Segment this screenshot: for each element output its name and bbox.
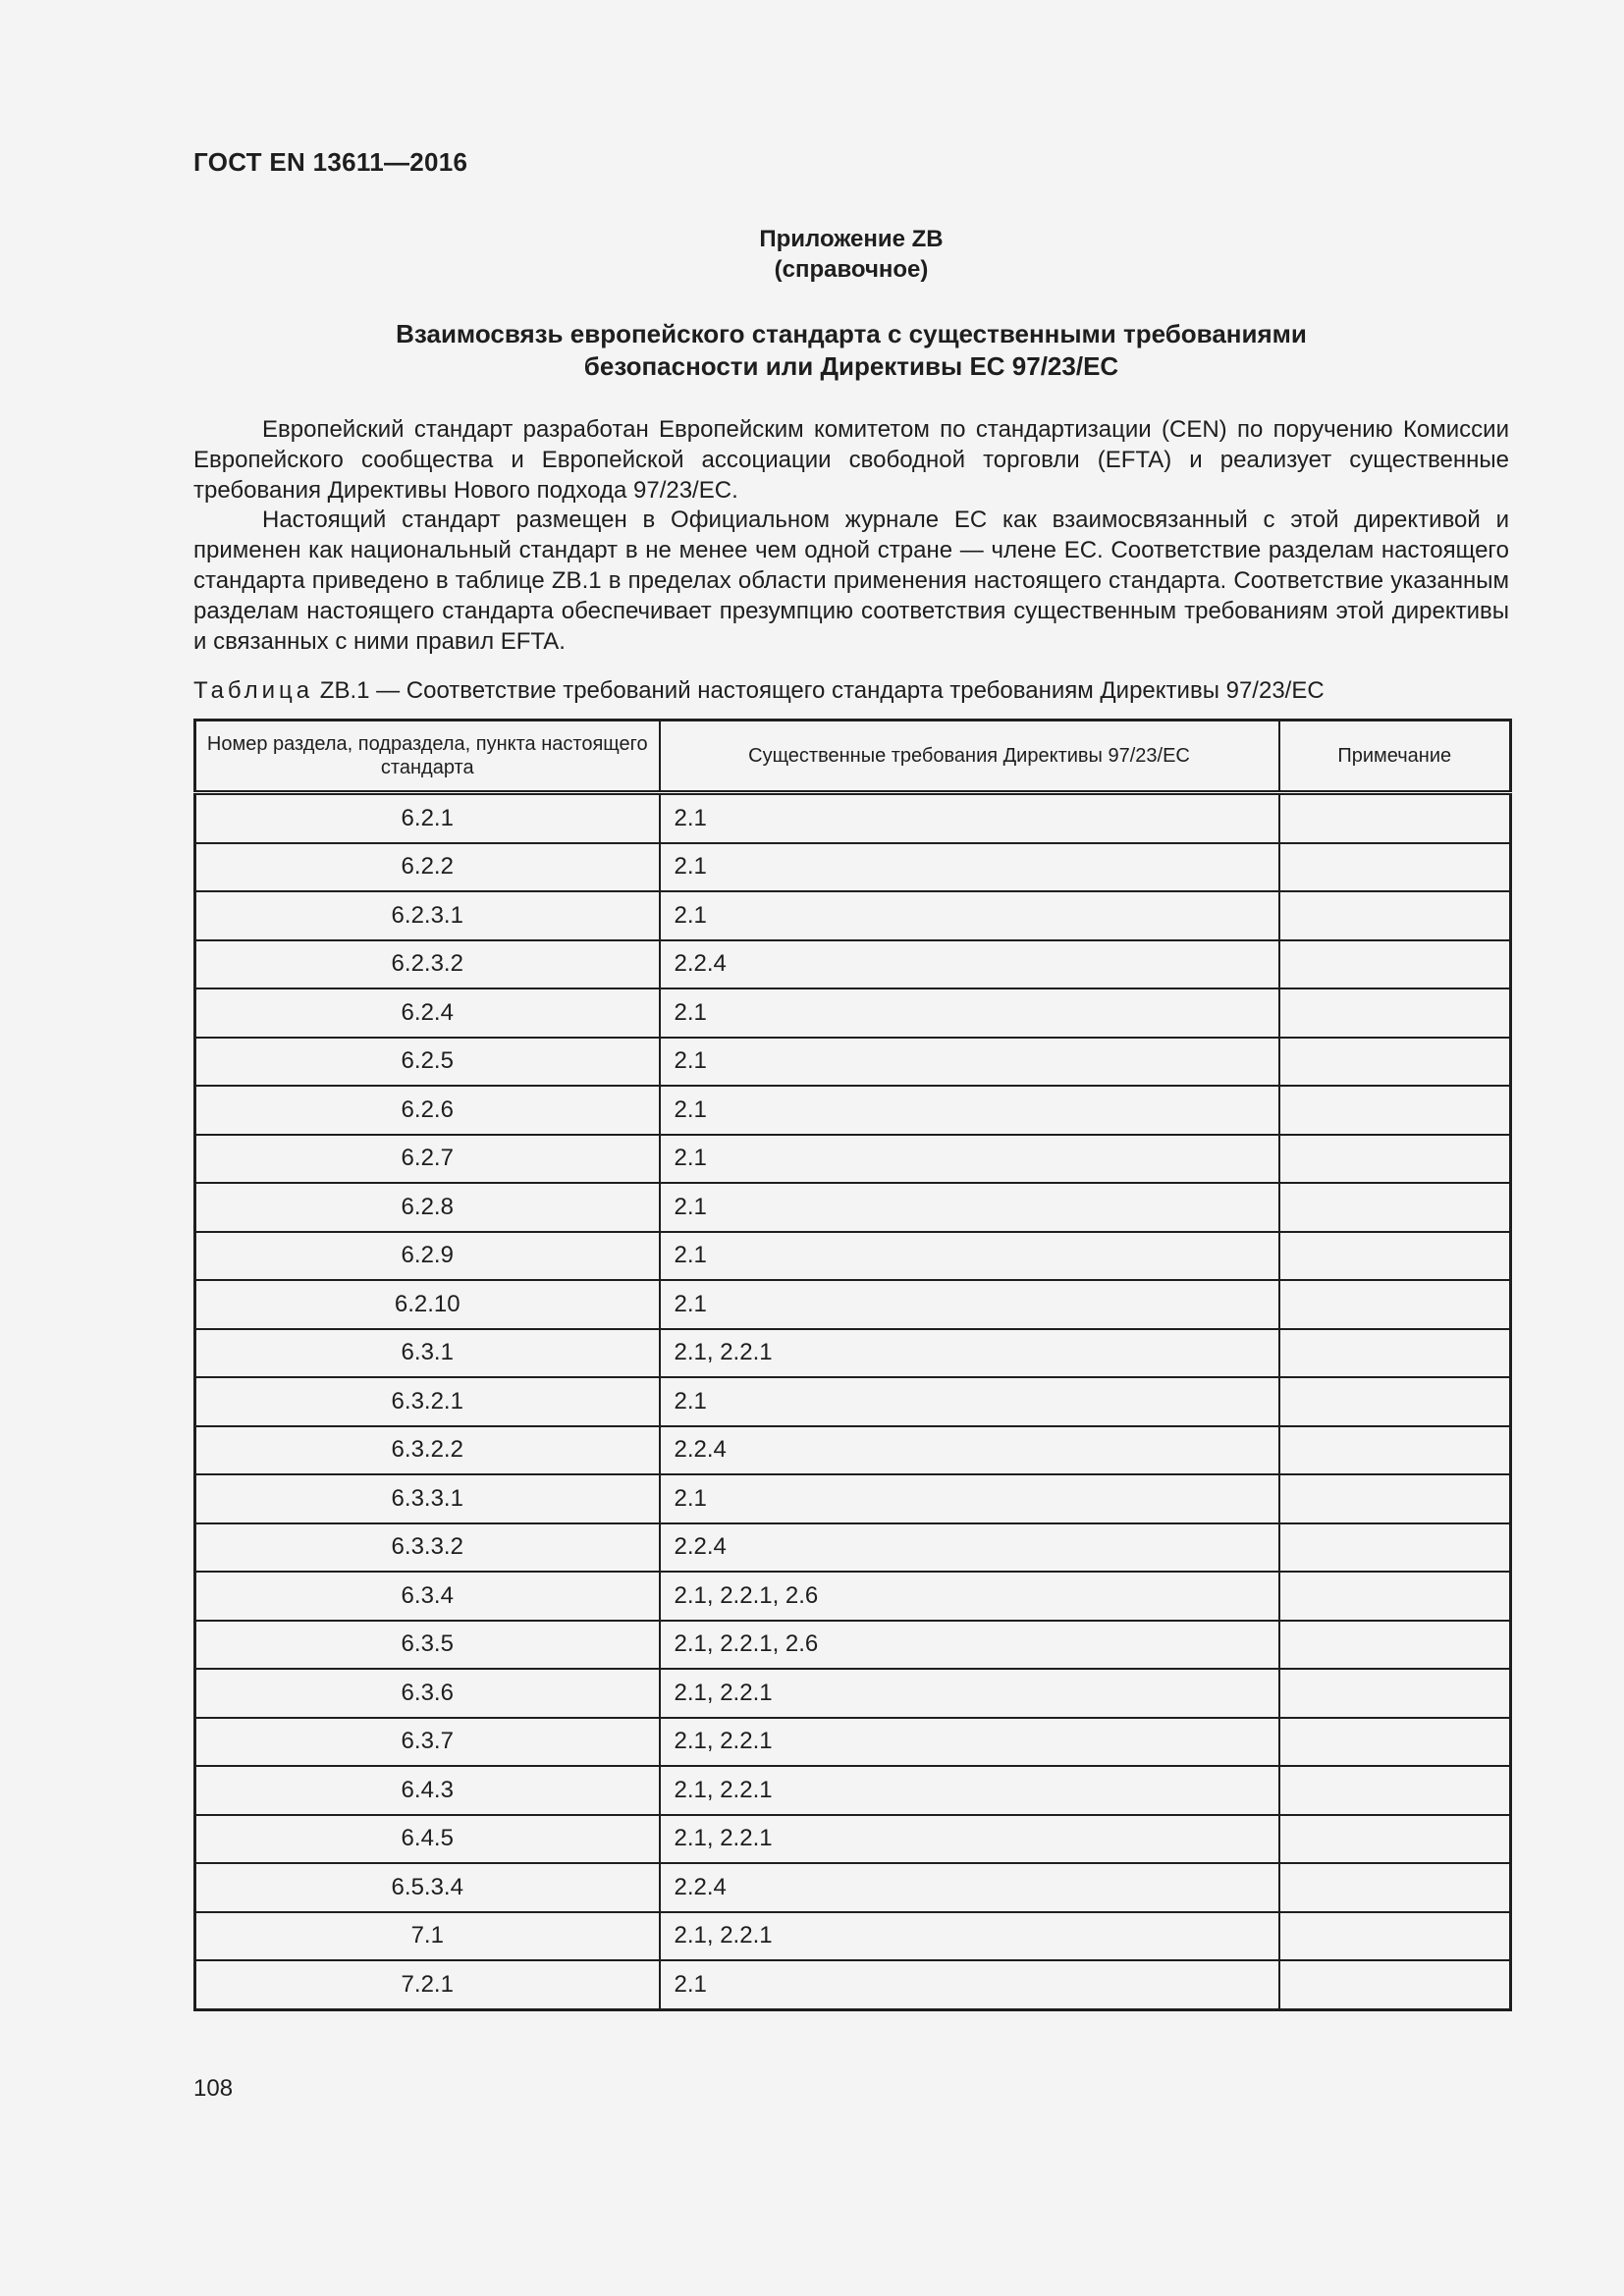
cell-requirements: 2.1 (660, 793, 1279, 843)
cell-requirements: 2.1 (660, 1377, 1279, 1426)
cell-section-number: 6.2.10 (195, 1280, 660, 1329)
cell-note (1279, 1183, 1511, 1232)
table-row (195, 1766, 1511, 1815)
table-row (195, 843, 1511, 892)
cell-note (1279, 891, 1511, 940)
cell-note (1279, 1572, 1511, 1621)
cell-section-number: 6.3.3.2 (195, 1523, 660, 1573)
paragraph-1 (193, 414, 1509, 506)
cell-note (1279, 1718, 1511, 1767)
annex-title: Приложение ZВ (759, 226, 944, 252)
cell-section-number: 6.2.8 (195, 1183, 660, 1232)
cell-section-number: 6.2.4 (195, 988, 660, 1038)
cell-requirements: 2.1, 2.2.1 (660, 1669, 1279, 1718)
table-row (195, 1474, 1511, 1523)
cell-requirements: 2.1, 2.2.1 (660, 1912, 1279, 1961)
cell-note (1279, 988, 1511, 1038)
cell-note (1279, 1377, 1511, 1426)
cell-requirements: 2.1, 2.2.1, 2.6 (660, 1572, 1279, 1621)
table-row (195, 1572, 1511, 1621)
cell-requirements: 2.1, 2.2.1 (660, 1718, 1279, 1767)
cell-requirements: 2.2.4 (660, 940, 1279, 989)
annex-kind: (справочное) (774, 256, 929, 283)
cell-requirements: 2.1, 2.2.1 (660, 1815, 1279, 1864)
table-row (195, 988, 1511, 1038)
cell-section-number: 6.2.2 (195, 843, 660, 892)
cell-section-number: 6.3.3.1 (195, 1474, 660, 1523)
cell-requirements: 2.1 (660, 843, 1279, 892)
cell-note (1279, 1329, 1511, 1378)
cell-requirements: 2.1 (660, 1135, 1279, 1184)
cell-requirements: 2.1 (660, 1960, 1279, 2009)
document-code: ГОСТ EN 13611—2016 (193, 147, 468, 177)
cell-requirements: 2.1 (660, 891, 1279, 940)
cell-section-number: 6.2.1 (195, 793, 660, 843)
paragraph-1-text: Европейский стандарт разработан Европейским комитетом по стандартизации (CEN) по поручению Комиссии Европейского сообщества и Европейской ассоциации свободной торговли (EFTA) и реализует существенные требования Директивы Нового подхода 97/23/ЕС. (193, 416, 1509, 504)
cell-requirements: 2.1 (660, 1183, 1279, 1232)
table-row (195, 891, 1511, 940)
table-row (195, 1863, 1511, 1912)
table-row (195, 1523, 1511, 1573)
table-row (195, 793, 1511, 843)
cell-requirements: 2.1 (660, 1086, 1279, 1135)
cell-section-number: 6.2.5 (195, 1038, 660, 1087)
cell-section-number: 6.2.6 (195, 1086, 660, 1135)
cell-requirements: 2.1, 2.2.1, 2.6 (660, 1621, 1279, 1670)
table-row (195, 940, 1511, 989)
cell-note (1279, 1669, 1511, 1718)
table-row (195, 1426, 1511, 1475)
cell-note (1279, 1038, 1511, 1087)
table-header-row (195, 721, 1511, 793)
table-row (195, 1377, 1511, 1426)
cell-requirements: 2.2.4 (660, 1863, 1279, 1912)
paragraph-2 (193, 505, 1509, 657)
cell-section-number: 6.3.5 (195, 1621, 660, 1670)
section-heading-line-1: Взаимосвязь европейского стандарта с существенными требованиями (396, 319, 1307, 348)
cell-requirements: 2.1 (660, 988, 1279, 1038)
table-caption-text: ZB.1 — Соответствие требований настоящего стандарта требованиям Директивы 97/23/ЕС (319, 677, 1325, 704)
table-row (195, 1183, 1511, 1232)
requirements-table (193, 719, 1512, 2011)
table-row (195, 1960, 1511, 2009)
cell-note (1279, 1815, 1511, 1864)
cell-note (1279, 1912, 1511, 1961)
table-row (195, 1086, 1511, 1135)
cell-requirements: 2.1 (660, 1232, 1279, 1281)
table-caption-label: Таблица (193, 677, 314, 704)
cell-section-number: 6.2.3.1 (195, 891, 660, 940)
table-row (195, 1621, 1511, 1670)
cell-requirements: 2.1, 2.2.1 (660, 1329, 1279, 1378)
cell-section-number: 6.3.7 (195, 1718, 660, 1767)
cell-note (1279, 1960, 1511, 2009)
header-note: Примечание (1279, 721, 1511, 793)
cell-section-number: 7.1 (195, 1912, 660, 1961)
table-row (195, 1669, 1511, 1718)
cell-section-number: 6.3.6 (195, 1669, 660, 1718)
cell-requirements: 2.1 (660, 1280, 1279, 1329)
section-heading-line-2: безопасности или Директивы ЕС 97/23/ЕС (583, 351, 1119, 381)
cell-requirements: 2.1, 2.2.1 (660, 1766, 1279, 1815)
page-number: 108 (193, 2075, 234, 2102)
cell-section-number: 6.4.5 (195, 1815, 660, 1864)
cell-requirements: 2.1 (660, 1474, 1279, 1523)
cell-section-number: 6.5.3.4 (195, 1863, 660, 1912)
header-requirements: Существенные требования Директивы 97/23/ЕС (660, 721, 1279, 793)
table-row (195, 1135, 1511, 1184)
table-row (195, 1329, 1511, 1378)
cell-note (1279, 1135, 1511, 1184)
table-row (195, 1815, 1511, 1864)
cell-note (1279, 1523, 1511, 1573)
cell-requirements: 2.2.4 (660, 1523, 1279, 1573)
cell-note (1279, 1621, 1511, 1670)
cell-section-number: 6.2.9 (195, 1232, 660, 1281)
cell-section-number: 6.3.2.2 (195, 1426, 660, 1475)
cell-note (1279, 1280, 1511, 1329)
cell-section-number: 6.2.3.2 (195, 940, 660, 989)
table-row (195, 1038, 1511, 1087)
cell-section-number: 6.3.2.1 (195, 1377, 660, 1426)
cell-note (1279, 793, 1511, 843)
paragraph-2-text: Настоящий стандарт размещен в Официальном журнале ЕС как взаимосвязанный с этой директивой и применен как национальный стандарт в не менее чем одной стране — члене ЕС. Соответствие разделам настоящего стандарта приведено в таблице ZB.1 в пределах области применения настоящего стандарта. Соответствие указанным разделам настоящего стандарта обеспечивает презумпцию соответствия существенным требованиям этой директивы и связанных с ними правил EFTA. (193, 507, 1509, 655)
header-section-number: Номер раздела, подраздела, пункта настоящего стандарта (195, 721, 660, 793)
cell-section-number: 7.2.1 (195, 1960, 660, 2009)
cell-note (1279, 1474, 1511, 1523)
cell-section-number: 6.4.3 (195, 1766, 660, 1815)
table-row (195, 1280, 1511, 1329)
table-body (195, 793, 1511, 2010)
table-caption (193, 677, 1325, 705)
cell-note (1279, 1232, 1511, 1281)
cell-section-number: 6.3.4 (195, 1572, 660, 1621)
cell-note (1279, 1766, 1511, 1815)
table-row (195, 1912, 1511, 1961)
table-row (195, 1232, 1511, 1281)
cell-note (1279, 940, 1511, 989)
cell-note (1279, 1426, 1511, 1475)
cell-note (1279, 843, 1511, 892)
cell-requirements: 2.2.4 (660, 1426, 1279, 1475)
cell-note (1279, 1086, 1511, 1135)
cell-section-number: 6.3.1 (195, 1329, 660, 1378)
cell-section-number: 6.2.7 (195, 1135, 660, 1184)
table-row (195, 1718, 1511, 1767)
cell-requirements: 2.1 (660, 1038, 1279, 1087)
cell-note (1279, 1863, 1511, 1912)
